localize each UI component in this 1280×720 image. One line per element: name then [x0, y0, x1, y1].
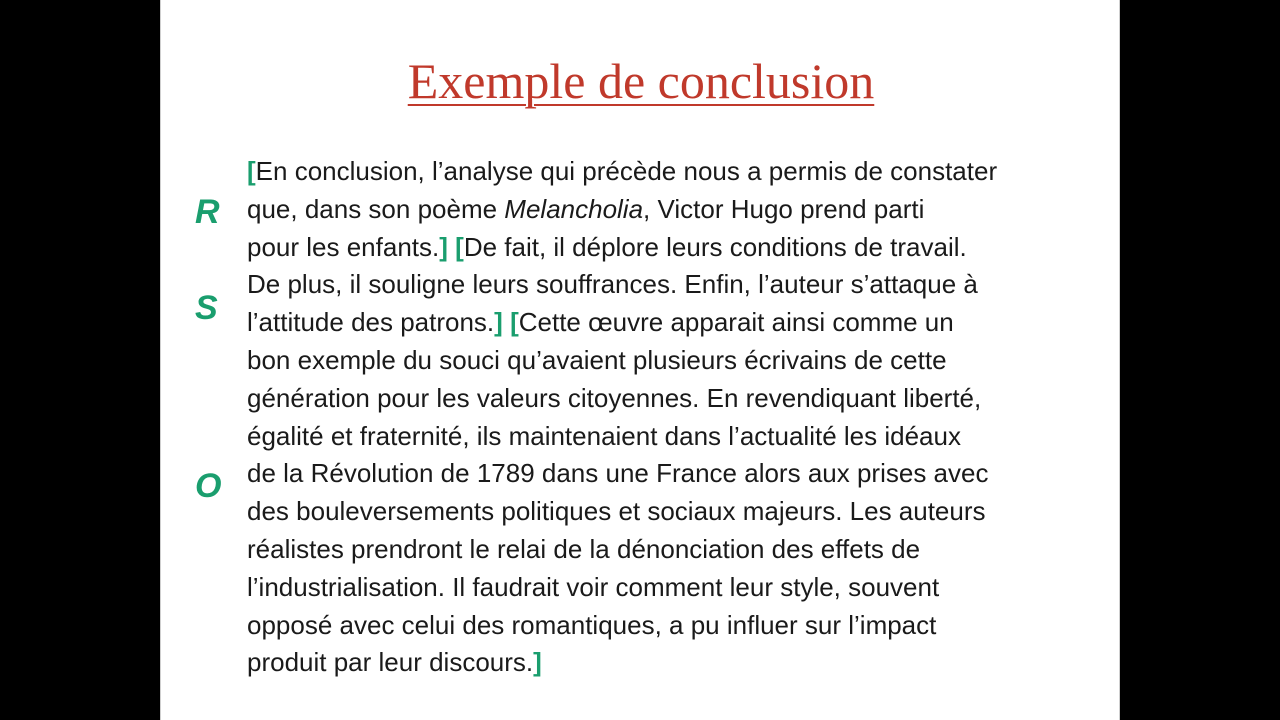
poem-title: Melancholia	[504, 193, 644, 224]
bracket-close: ]	[533, 647, 542, 678]
paragraph-line: des bouleversements politiques et sociaux majeurs. Les auteurs	[247, 496, 986, 527]
paragraph-line: l’industrialisation. Il faudrait voir comment leur style, souvent	[247, 571, 940, 602]
slide-title: Exemple de conclusion	[407, 53, 875, 109]
paragraph-line: l’attitude des patrons.] [Cette œuvre apparait ainsi comme un	[247, 307, 954, 338]
paragraph-line: pour les enfants.] [De fait, il déplore leurs conditions de travail.	[247, 231, 967, 262]
paragraph-line: [En conclusion, l’analyse qui précède nous a permis de constater	[247, 156, 998, 186]
paragraph-line: produit par leur discours.]	[247, 647, 542, 678]
paragraph-line: réalistes prendront le relai de la dénonciation des effets de	[247, 533, 921, 564]
bracket-close: ]	[494, 307, 503, 338]
bracket-open: [	[247, 156, 256, 186]
bracket-close: ]	[439, 231, 448, 262]
paragraph-line: opposé avec celui des romantiques, a pu influer sur l’impact	[247, 609, 937, 640]
paragraph-line: égalité et fraternité, ils maintenaient dans l’actualité les idéaux	[247, 420, 961, 451]
bracket-open: [	[455, 231, 464, 262]
margin-label-r: R	[195, 193, 220, 231]
conclusion-paragraph	[247, 153, 1097, 682]
slide	[160, 0, 1120, 720]
margin-label-o: O	[195, 467, 222, 505]
paragraph-line: bon exemple du souci qu’avaient plusieurs écrivains de cette	[247, 344, 947, 375]
bracket-open: [	[510, 307, 519, 338]
paragraph-line: de la Révolution de 1789 dans une France alors aux prises avec	[247, 458, 989, 489]
paragraph-line: De plus, il souligne leurs souffrances. Enfin, l’auteur s’attaque à	[247, 269, 978, 300]
paragraph-line: génération pour les valeurs citoyennes. En revendiquant liberté,	[247, 382, 982, 413]
paragraph-line: que, dans son poème Melancholia, Victor Hugo prend parti	[247, 193, 925, 224]
margin-label-s: S	[195, 289, 218, 327]
